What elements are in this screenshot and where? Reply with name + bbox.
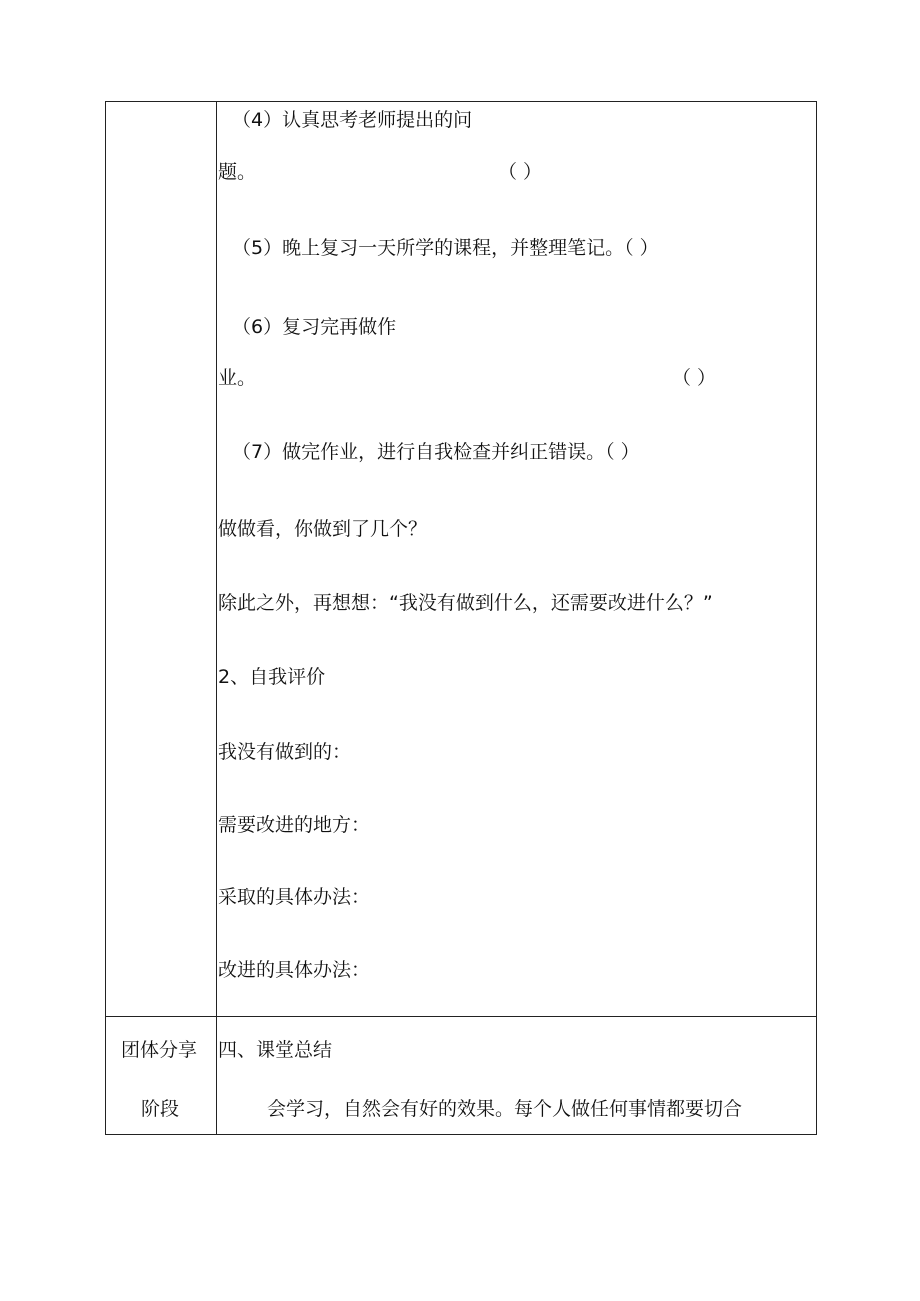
item-6-line-1: （6）复习完再做作	[232, 316, 397, 338]
item-6-answer-blank: （ ）	[672, 367, 717, 389]
item-4-answer-blank: （ ）	[498, 161, 543, 183]
item-7: （7）做完作业，进行自我检查并纠正错误。（ ）	[232, 441, 640, 463]
stage-label-line-1: 团体分享	[121, 1039, 198, 1061]
prompt-reflect: 除此之外，再想想：“我没有做到什么，还需要改进什么？”	[218, 592, 713, 614]
field-need-improve: 需要改进的地方：	[218, 814, 371, 836]
field-not-done: 我没有做到的：	[218, 741, 352, 763]
stage-label-line-2: 阶段	[141, 1098, 180, 1120]
section-4-title: 四、课堂总结	[218, 1039, 333, 1061]
summary-text: 会学习，自然会有好的效果。每个人做任何事情都要切合	[267, 1098, 743, 1120]
prompt-count: 做做看，你做到了几个？	[218, 518, 428, 540]
item-6-line-2: 业。	[218, 367, 257, 389]
item-5: （5）晚上复习一天所学的课程，并整理笔记。（ ）	[232, 237, 659, 259]
table-column-divider	[216, 101, 217, 1135]
field-improve-methods: 改进的具体办法：	[218, 959, 371, 981]
field-methods-taken: 采取的具体办法：	[218, 886, 371, 908]
item-4-line-1: （4）认真思考老师提出的问	[232, 109, 473, 131]
table-row-divider	[105, 1016, 817, 1017]
item-4-line-2: 题。	[218, 161, 257, 183]
section-2-title: 2、自我评价	[218, 666, 326, 688]
